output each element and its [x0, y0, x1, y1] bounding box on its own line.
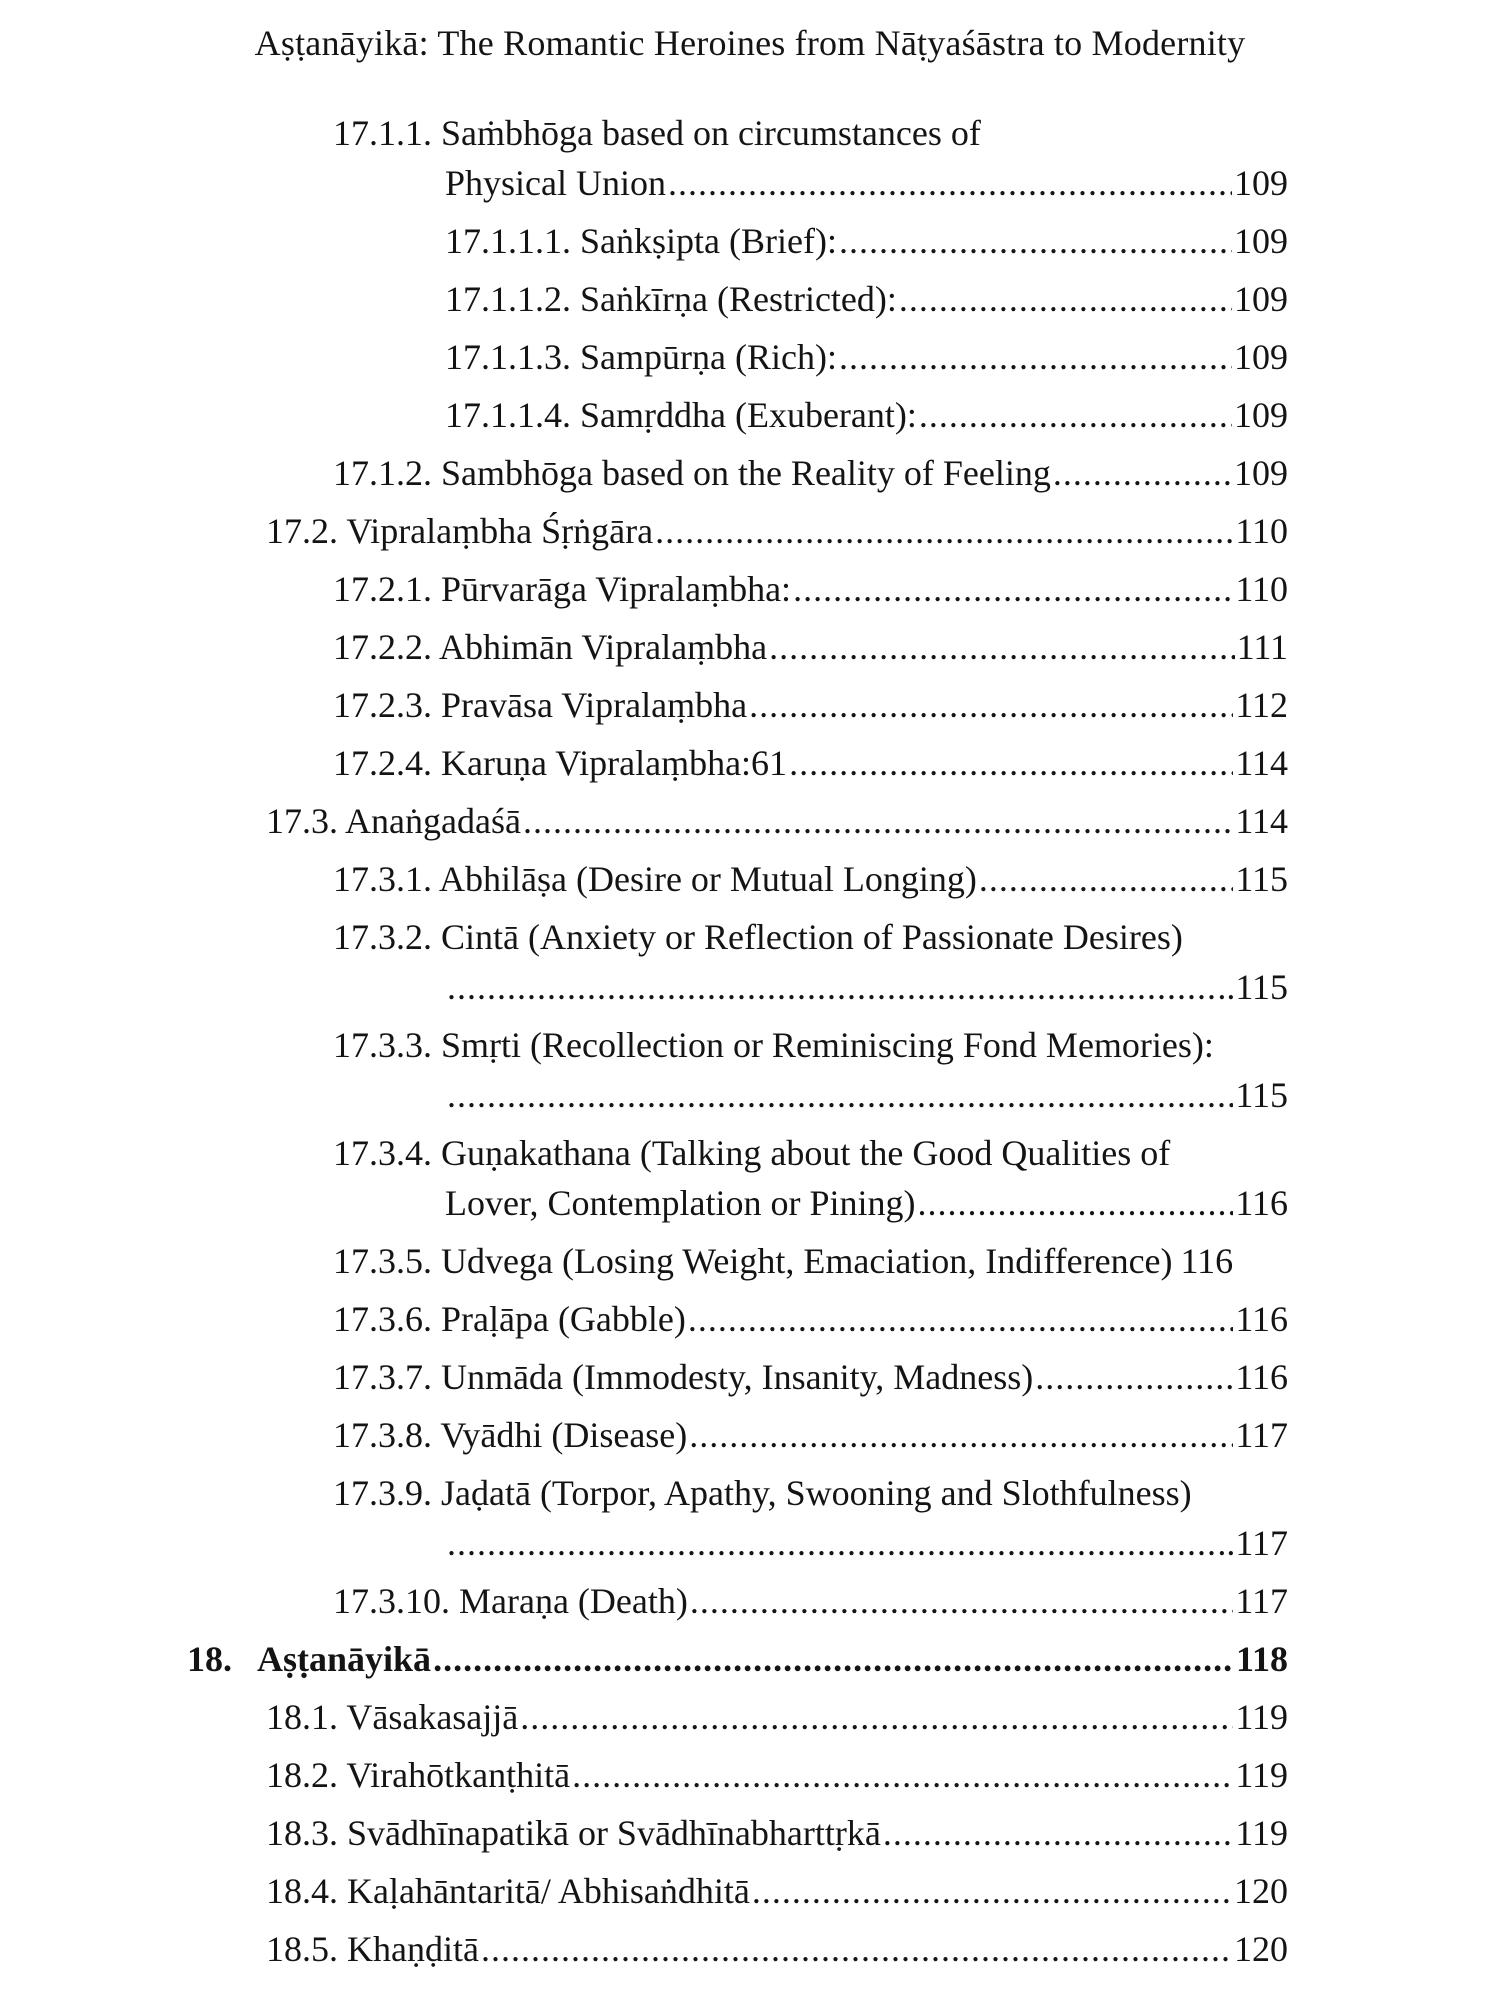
toc-entry-label: 17.2. Vipralaṃbha Śṛṅgāra: [266, 511, 654, 551]
dot-leader: [688, 1294, 1233, 1344]
dot-leader: [447, 1070, 1233, 1120]
toc-entry: [445, 216, 1288, 266]
dot-leader: [979, 854, 1233, 904]
toc-entry-label: 17.3.10. Maraṇa (Death): [333, 1581, 688, 1621]
dot-leader: [447, 962, 1215, 1012]
toc-entry: [266, 1808, 1288, 1858]
toc-entry: [333, 1294, 1288, 1344]
toc-page-number: 116: [1180, 1241, 1234, 1281]
toc-page-number: 115: [1235, 859, 1288, 899]
toc-entry-label: 17.3. Anaṅgadaśā: [266, 801, 521, 841]
dot-leader: [899, 274, 1232, 324]
toc-entry-label: 18.1. Vāsakasajjā: [266, 1697, 519, 1737]
dot-leader: [1035, 1352, 1233, 1402]
toc-entry-label: 18.5. Khaṇḍitā: [266, 1929, 479, 1969]
dot-leader: [433, 1634, 1234, 1684]
dot-leader: [447, 1518, 1215, 1568]
toc-page-number: 120: [1234, 1929, 1288, 1969]
toc-entry: [445, 158, 1288, 208]
toc-page-number: 114: [1235, 801, 1288, 841]
toc-entry: [333, 738, 1288, 788]
toc-entry-label: 17.3.9. Jaḍatā (Torpor, Apathy, Swooning and Slothfulness): [333, 1473, 1192, 1513]
toc-entry-label: 17.2.4. Karuṇa Vipralaṃbha:61: [333, 743, 788, 783]
toc-entry: [445, 1178, 1288, 1228]
toc-page-number: 116: [1235, 1183, 1288, 1223]
toc-page-number: 109: [1234, 221, 1288, 261]
dot-leader: [789, 738, 1233, 788]
toc-entry: [266, 1750, 1288, 1800]
toc-entry-label: 17.3.6. Praḷāpa (Gabble): [333, 1299, 686, 1339]
toc-entry: [333, 1576, 1288, 1626]
toc-page-number: 116: [1235, 1299, 1288, 1339]
toc-entry-label: 17.1.1.4. Samṛddha (Exuberant):: [445, 395, 917, 435]
dot-leader: [839, 332, 1232, 382]
toc-chapter-entry: [187, 1634, 1288, 1684]
toc-entry: [333, 622, 1288, 672]
dot-leader: [520, 1692, 1233, 1742]
toc-entry-label: 17.2.3. Pravāsa Vipralaṃbha: [333, 685, 748, 725]
toc-entry: [445, 1518, 1288, 1568]
toc-page-number: ..115: [1217, 967, 1288, 1007]
toc-page-number: 110: [1235, 511, 1288, 551]
toc-entry-label: 17.3.4. Guṇakathana (Talking about the Good Qualities of: [333, 1133, 1171, 1173]
toc-entry-label: 17.2.1. Pūrvarāga Vipralaṃbha:: [333, 569, 792, 609]
toc-page-number: 111: [1236, 627, 1288, 667]
toc-entry: [445, 332, 1288, 382]
toc-entry: [445, 1070, 1288, 1120]
dot-leader: [668, 158, 1232, 208]
dot-leader: [481, 1924, 1232, 1974]
toc-page-number: 118: [1235, 1639, 1288, 1679]
toc-entry-label: 17.1.1.2. Saṅkīrṇa (Restricted):: [445, 279, 897, 319]
toc-entry-label: Physical Union: [445, 163, 666, 203]
toc-entry: [445, 962, 1288, 1012]
toc-entry-label: 17.1.1.3. Sampūrṇa (Rich):: [445, 337, 837, 377]
toc-page-number: 109: [1234, 279, 1288, 319]
dot-leader: [749, 680, 1233, 730]
dot-leader: [572, 1750, 1233, 1800]
toc-entry: [333, 108, 981, 158]
toc-entry-label: 17.3.2. Cintā (Anxiety or Reflection of Passionate Desires): [333, 917, 1183, 957]
toc-entry-label: 17.3.8. Vyādhi (Disease): [333, 1415, 688, 1455]
toc-page-number: 109: [1234, 163, 1288, 203]
toc-page-number: 117: [1235, 1581, 1288, 1621]
toc-page-number: ..117: [1217, 1523, 1288, 1563]
toc-entry-label: 17.1.1.1. Saṅkṣipta (Brief):: [445, 221, 837, 261]
toc-entry: [333, 1352, 1288, 1402]
toc-page-number: 119: [1235, 1755, 1288, 1795]
toc-page-number: 112: [1235, 685, 1288, 725]
toc-page-number: 117: [1235, 1415, 1288, 1455]
toc-entry: [333, 1410, 1288, 1460]
toc-page-number: 109: [1234, 453, 1288, 493]
toc-page-number: 109: [1234, 395, 1288, 435]
dot-leader: [919, 390, 1232, 440]
toc-entry-label: 17.1.2. Sambhōga based on the Reality of Feeling: [333, 453, 1051, 493]
toc-entry-label: 17.1.1. Saṁbhōga based on circumstances of: [333, 113, 981, 153]
toc-entry-label: 17.3.1. Abhilāṣa (Desire or Mutual Longing): [333, 859, 977, 899]
toc-entry: [266, 1692, 1288, 1742]
toc-entry: [333, 1020, 1214, 1070]
dot-leader: [655, 506, 1233, 556]
toc-page-number: 114: [1235, 743, 1288, 783]
dot-leader: [769, 622, 1235, 672]
dot-leader: [883, 1808, 1233, 1858]
dot-leader: [752, 1866, 1232, 1916]
toc-entry-label: Lover, Contemplation or Pining): [445, 1183, 916, 1223]
toc-entry: [266, 796, 1288, 846]
toc-entry-label: 18.3. Svādhīnapatikā or Svādhīnabharttṛkā: [266, 1813, 881, 1853]
toc-entry: [333, 680, 1288, 730]
toc-page-number: 110: [1235, 569, 1288, 609]
toc-entry: [445, 274, 1288, 324]
toc-entry: [333, 564, 1288, 614]
toc-entry-label: 17.3.3. Smṛti (Recollection or Reminiscing Fond Memories):: [333, 1025, 1214, 1065]
toc-page-number: 116: [1235, 1357, 1288, 1397]
toc-entry: [266, 1924, 1288, 1974]
toc-entry-label: 17.3.7. Unmāda (Immodesty, Insanity, Madness): [333, 1357, 1034, 1397]
dot-leader: [690, 1576, 1233, 1626]
toc-entry: [266, 1866, 1288, 1916]
toc-entry-label: 17.2.2. Abhimān Vipralaṃbha: [333, 627, 768, 667]
toc-entry: [333, 1468, 1192, 1518]
toc-entry-label: 18.4. Kaḷahāntaritā/ Abhisaṅdhitā: [266, 1871, 750, 1911]
toc-page-number: 119: [1235, 1813, 1288, 1853]
toc-entry: [333, 1236, 1288, 1286]
toc-page-number: 119: [1235, 1697, 1288, 1737]
toc-entry: [266, 506, 1288, 556]
toc-entry: [333, 854, 1288, 904]
toc-entry-label: 18.2. Virahōtkanṭhitā: [266, 1755, 571, 1795]
dot-leader: [689, 1410, 1233, 1460]
toc-page-number: 120: [1234, 1871, 1288, 1911]
dot-leader: [523, 796, 1233, 846]
running-head: Aṣṭanāyikā: The Romantic Heroines from Nāṭyaśāstra to Modernity: [254, 23, 1246, 63]
toc-entry-label: 18. Aṣṭanāyikā: [187, 1639, 432, 1679]
dot-leader: [793, 564, 1233, 614]
toc-page-number: 109: [1234, 337, 1288, 377]
toc-entry: [445, 390, 1288, 440]
toc-entry-label: 17.3.5. Udvega (Losing Weight, Emaciation, Indifference): [333, 1241, 1173, 1281]
toc-entry: [333, 448, 1288, 498]
toc-page-number: 115: [1235, 1075, 1288, 1115]
dot-leader: [839, 216, 1232, 266]
dot-leader: [918, 1178, 1234, 1228]
toc-entry: [333, 912, 1183, 962]
dot-leader: [1053, 448, 1232, 498]
toc-entry: [333, 1128, 1170, 1178]
